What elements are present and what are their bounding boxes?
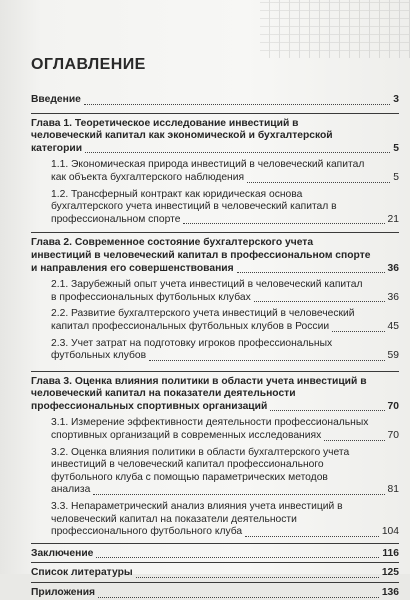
dot-leader (332, 331, 384, 332)
dot-leader (149, 360, 384, 361)
toc-page-number: 36 (387, 291, 399, 303)
toc-page-number: 21 (387, 213, 399, 225)
toc-entry-title: 2.2. Развитие бухгалтерского учета инвестиций в человеческий капитал профессиональных футбольных клубов в России (51, 308, 355, 332)
toc-chapter-entry[interactable] (31, 237, 399, 275)
entry-separator (31, 232, 399, 233)
toc-entry-title: Приложения (31, 587, 96, 598)
toc-page-number: 45 (387, 320, 399, 332)
dot-leader (98, 597, 379, 598)
toc-page-number: 136 (381, 587, 399, 598)
dot-leader (93, 494, 384, 495)
toc-page-number: 59 (387, 350, 399, 362)
toc-page-number: 5 (393, 171, 399, 183)
entry-separator (31, 562, 399, 563)
toc-chapter-entry[interactable] (31, 567, 399, 580)
toc-entry-title: 2.3. Учет затрат на подготовку игроков профессиональных футбольных клубов (51, 337, 333, 362)
toc-page-number: 116 (382, 547, 399, 559)
toc-entry-title: Список литературы (31, 567, 133, 579)
dot-leader (84, 104, 390, 105)
toc-page-number: 125 (381, 567, 399, 579)
toc-page-number: 81 (387, 484, 399, 496)
toc-entry-title: Глава 1. Теоретическое исследование инвестиций в человеческий капитал как экономической и бухгалтерской категории (31, 117, 333, 154)
toc-heading: ОГЛАВЛЕНИЕ (31, 56, 146, 73)
entry-separator (31, 543, 399, 544)
toc-section-entry[interactable] (31, 189, 399, 227)
toc-entry-title: 3.3. Непараметрический анализ влияния учета инвестиций в человеческий капитал на показатели деятельности профессионального футбольного клуба (51, 501, 343, 538)
toc-page-number: 104 (381, 526, 399, 538)
toc-entry-title: Глава 3. Оценка влияния политики в области учета инвестиций в человеческий капитал на показатели деятельности профессиональных спортивных организаций (31, 375, 367, 412)
toc-page-number: 70 (387, 430, 399, 442)
toc-page-number: 36 (387, 262, 399, 274)
toc-entry-title: 1.2. Трансферный контракт как юридическая основа бухгалтерского учета инвестиций в человеческий капитал в профессиональном спорте (51, 188, 337, 225)
toc-chapter-entry[interactable] (31, 587, 399, 600)
table-of-contents (31, 94, 399, 600)
dot-leader (136, 577, 379, 578)
dot-leader (247, 182, 390, 183)
toc-chapter-entry[interactable] (31, 376, 399, 414)
toc-entry-title: 1.1. Экономическая природа инвестиций в человеческий капитал как объекта бухгалтерского наблюдения (51, 159, 365, 183)
toc-chapter-entry[interactable] (31, 118, 399, 156)
bleed-through-texture (260, 0, 410, 58)
dot-leader (183, 223, 384, 224)
toc-chapter-entry[interactable] (31, 94, 399, 107)
toc-entry-title: Заключение (31, 547, 94, 559)
toc-section-entry[interactable] (31, 308, 399, 333)
dot-leader (270, 410, 384, 411)
toc-section-entry[interactable] (31, 447, 399, 497)
dot-leader (237, 272, 385, 273)
dot-leader (245, 536, 379, 537)
toc-entry-title: 3.2. Оценка влияния политики в области бухгалтерского учета инвестиций в человеческий капитал профессионального футбольного клуба с помощью параметрических методов анализа (51, 446, 350, 496)
toc-section-entry[interactable] (31, 159, 399, 184)
toc-section-entry[interactable] (31, 338, 399, 363)
dot-leader (324, 440, 384, 441)
toc-section-entry[interactable] (31, 417, 399, 442)
toc-section-entry[interactable] (31, 501, 399, 539)
entry-separator (31, 371, 399, 372)
toc-entry-title: Введение (31, 94, 81, 105)
toc-page-number: 70 (387, 400, 399, 412)
toc-entry-title: 2.1. Зарубежный опыт учета инвестиций в человеческий капитал в профессиональных футбольных клубах (51, 279, 363, 303)
dot-leader (85, 152, 390, 153)
toc-page-number: 5 (393, 142, 399, 154)
dot-leader (96, 557, 379, 558)
toc-chapter-entry[interactable] (31, 548, 399, 561)
dot-leader (254, 301, 385, 302)
toc-section-entry[interactable] (31, 279, 399, 304)
toc-entry-title: Глава 2. Современное состояние бухгалтерского учета инвестиций в человеческий капитал в профессиональном спорте и направления его совершенствования (31, 237, 371, 274)
toc-entry-title: 3.1. Измерение эффективности деятельности профессиональных спортивных организаций в современных исследованиях (51, 417, 369, 442)
entry-separator (31, 113, 399, 114)
entry-separator (31, 582, 399, 583)
toc-page-number: 3 (393, 94, 399, 105)
